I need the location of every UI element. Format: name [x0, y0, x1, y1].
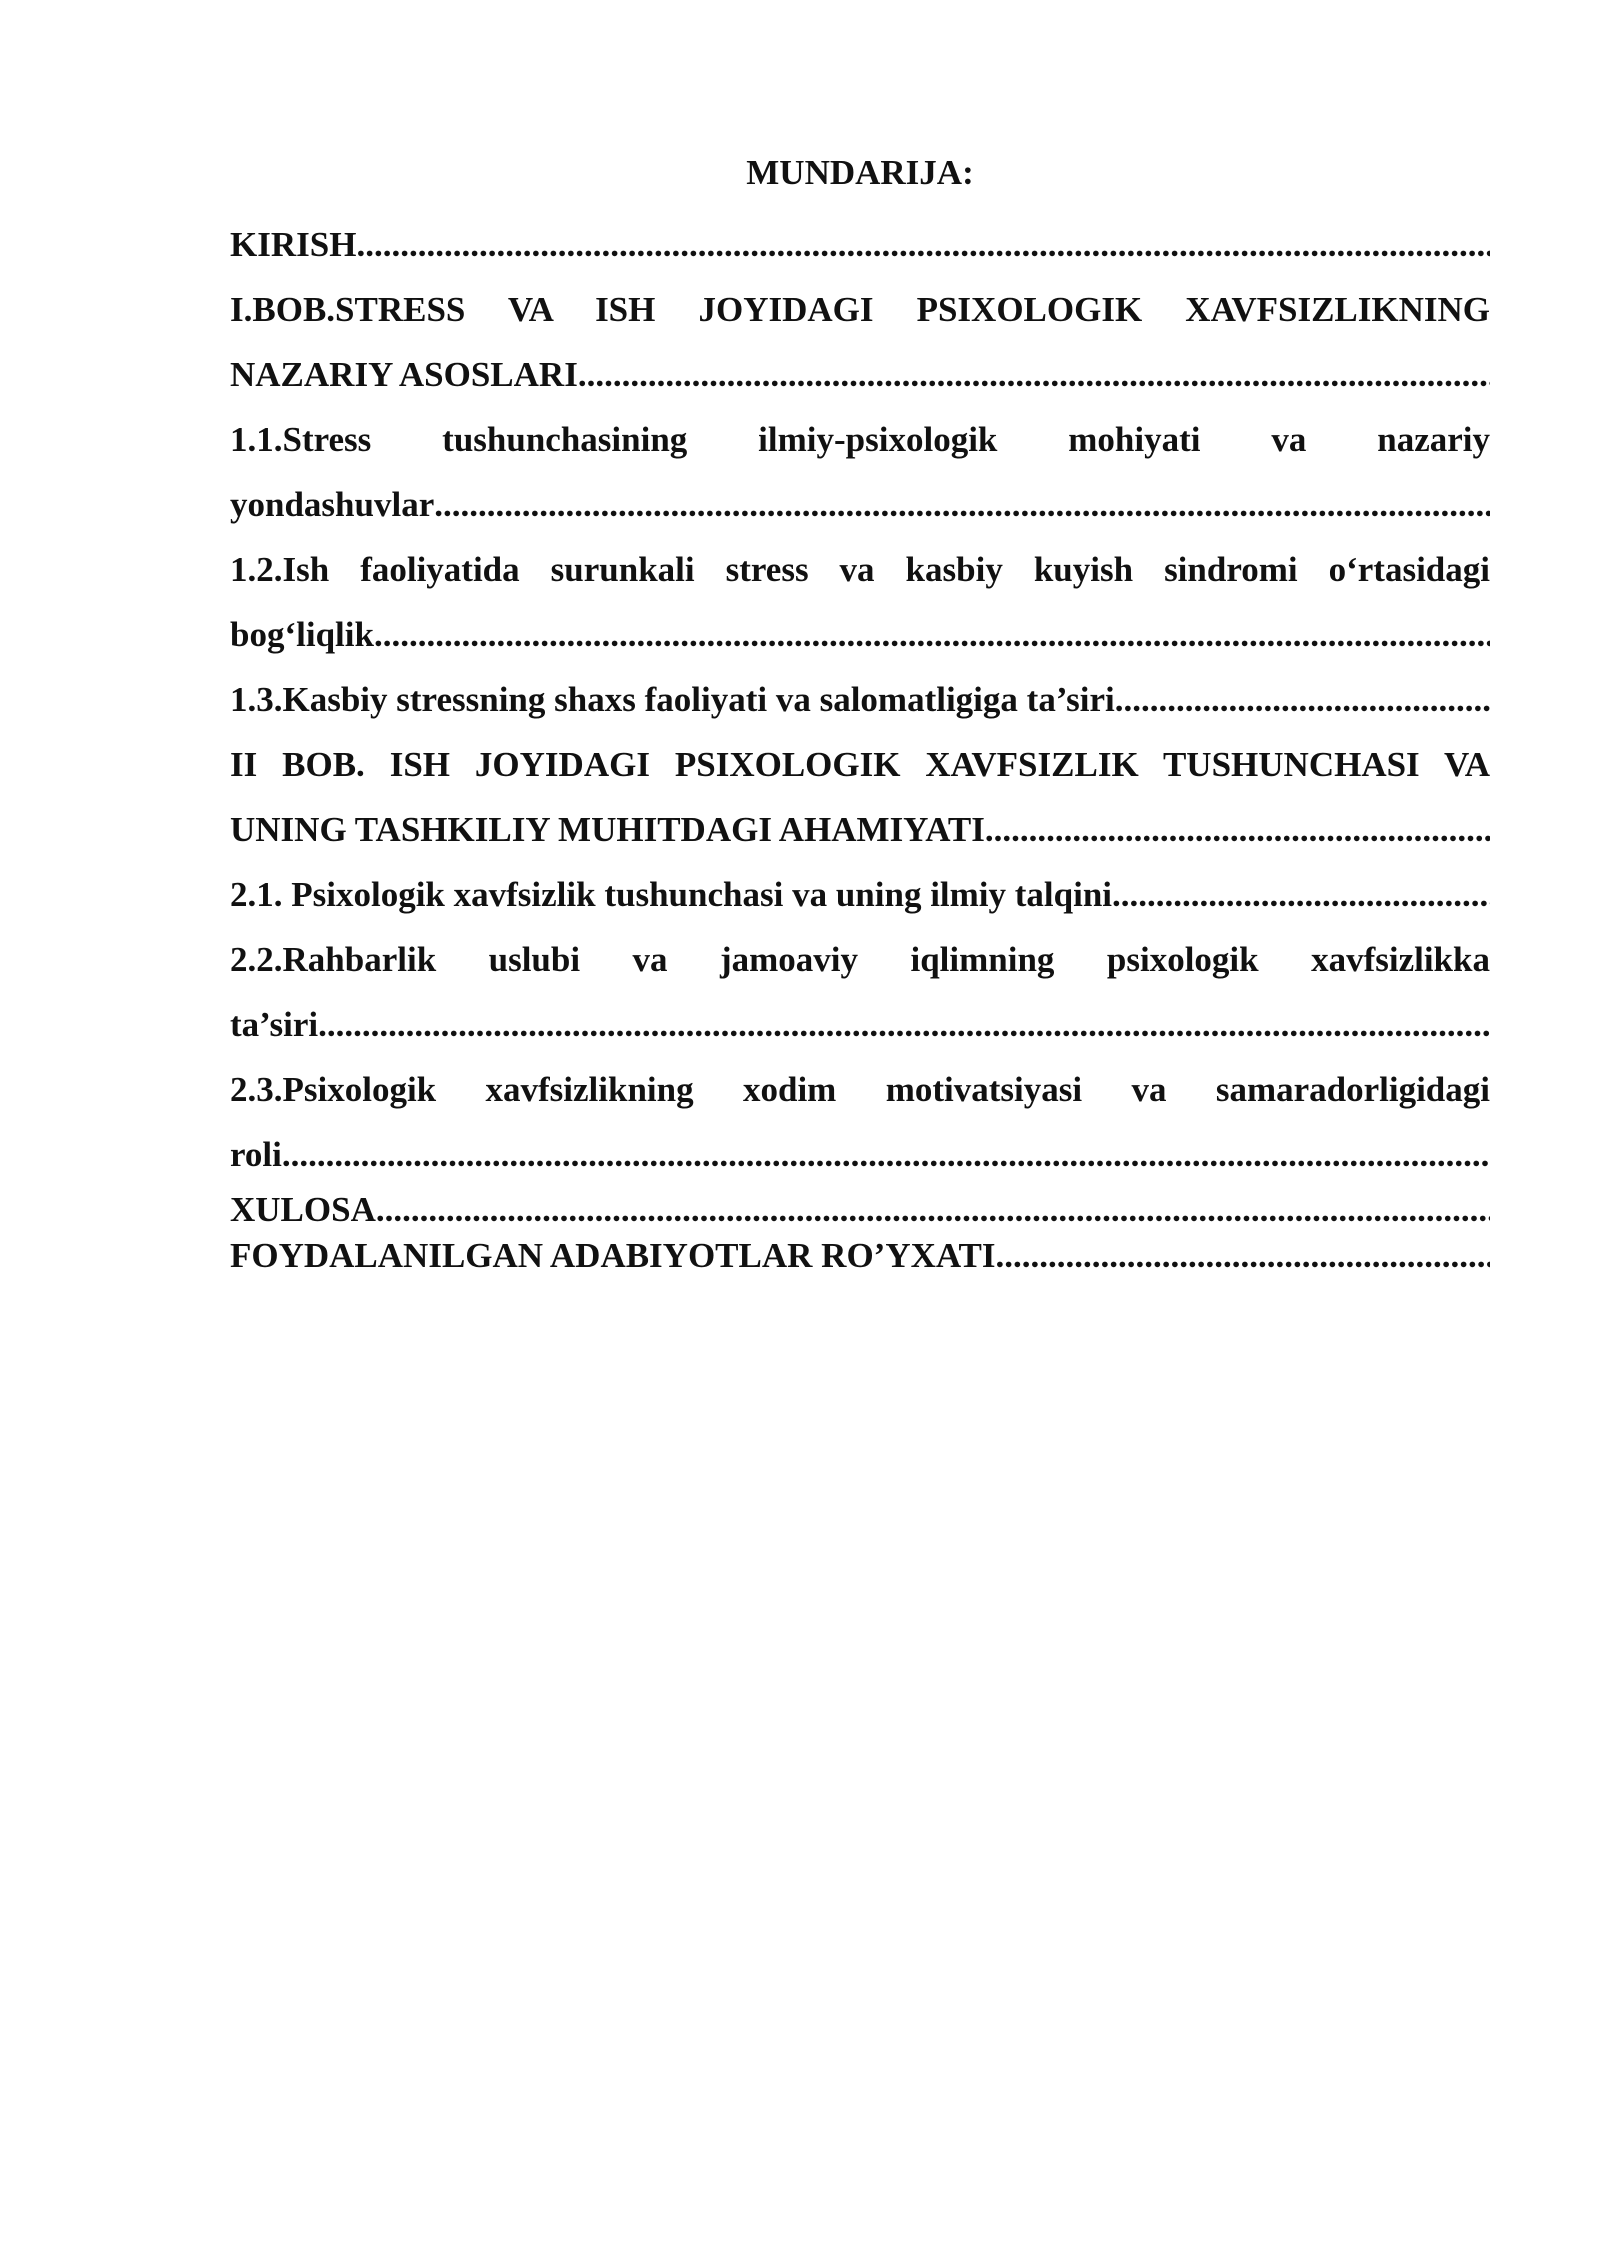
toc-entry-label-continued: roli: [230, 1135, 282, 1174]
toc-entry-kirish: [230, 212, 1490, 277]
toc-entry-label-continued: UNING TASHKILIY MUHITDAGI AHAMIYATI: [230, 810, 985, 849]
toc-entry-label: 2.3.Psixologik xavfsizlikning xodim motivatsiyasi va samaradorligidagi: [230, 1070, 1490, 1109]
toc-entry-label: I.BOB.STRESS VA ISH JOYIDAGI PSIXOLOGIK XAVFSIZLIKNING: [230, 290, 1490, 329]
toc-entry-label: 2.2.Rahbarlik uslubi va jamoaviy iqlimning psixologik xavfsizlikka: [230, 940, 1490, 979]
toc-entry-chapter-1: [230, 277, 1490, 407]
toc-entry-section-2-1: [230, 862, 1490, 927]
toc-entry-xulosa: [230, 1187, 1490, 1233]
toc-entry-section-2-3: [230, 1057, 1490, 1187]
toc-entry-section-2-2: [230, 927, 1490, 1057]
toc-entry-section-1-3: [230, 667, 1490, 732]
dot-leader: [376, 1187, 1490, 1233]
toc-entry-label: XULOSA: [230, 1190, 376, 1229]
table-of-contents: [230, 148, 1490, 1279]
toc-entry-section-1-2: [230, 537, 1490, 667]
dot-leader: [434, 472, 1490, 537]
dot-leader: [996, 1233, 1490, 1279]
toc-entry-label-continued: bog‘liqlik: [230, 615, 374, 654]
toc-title: MUNDARIJA:: [746, 153, 974, 192]
dot-leader: [1112, 862, 1490, 927]
toc-entry-label-continued: yondashuvlar: [230, 485, 435, 524]
toc-entry-adabiyotlar: [230, 1233, 1490, 1279]
toc-entry-label: KIRISH: [230, 225, 357, 264]
toc-entry-label: FOYDALANILGAN ADABIYOTLAR RO’YXATI: [230, 1236, 996, 1275]
toc-entry-label: 1.1.Stress tushunchasining ilmiy-psixologik mohiyati va nazariy: [230, 420, 1490, 459]
dot-leader: [282, 1122, 1490, 1187]
toc-entry-chapter-2: [230, 732, 1490, 862]
toc-entry-label: 1.2.Ish faoliyatida surunkali stress va kasbiy kuyish sindromi o‘rtasidagi: [230, 550, 1490, 589]
toc-entry-label-continued: ta’siri: [230, 1005, 319, 1044]
toc-entry-label: II BOB. ISH JOYIDAGI PSIXOLOGIK XAVFSIZLIK TUSHUNCHASI VA: [230, 745, 1490, 784]
toc-entry-label: 2.1. Psixologik xavfsizlik tushunchasi va uning ilmiy talqini: [230, 875, 1113, 914]
toc-entry-label-continued: NAZARIY ASOSLARI: [230, 355, 578, 394]
dot-leader: [985, 797, 1490, 862]
dot-leader: [1115, 667, 1490, 732]
dot-leader: [318, 992, 1490, 1057]
dot-leader: [356, 212, 1490, 277]
dot-leader: [374, 602, 1490, 667]
toc-entry-section-1-1: [230, 407, 1490, 537]
toc-entry-label: 1.3.Kasbiy stressning shaxs faoliyati va salomatligiga ta’siri: [230, 680, 1115, 719]
dot-leader: [578, 342, 1490, 407]
